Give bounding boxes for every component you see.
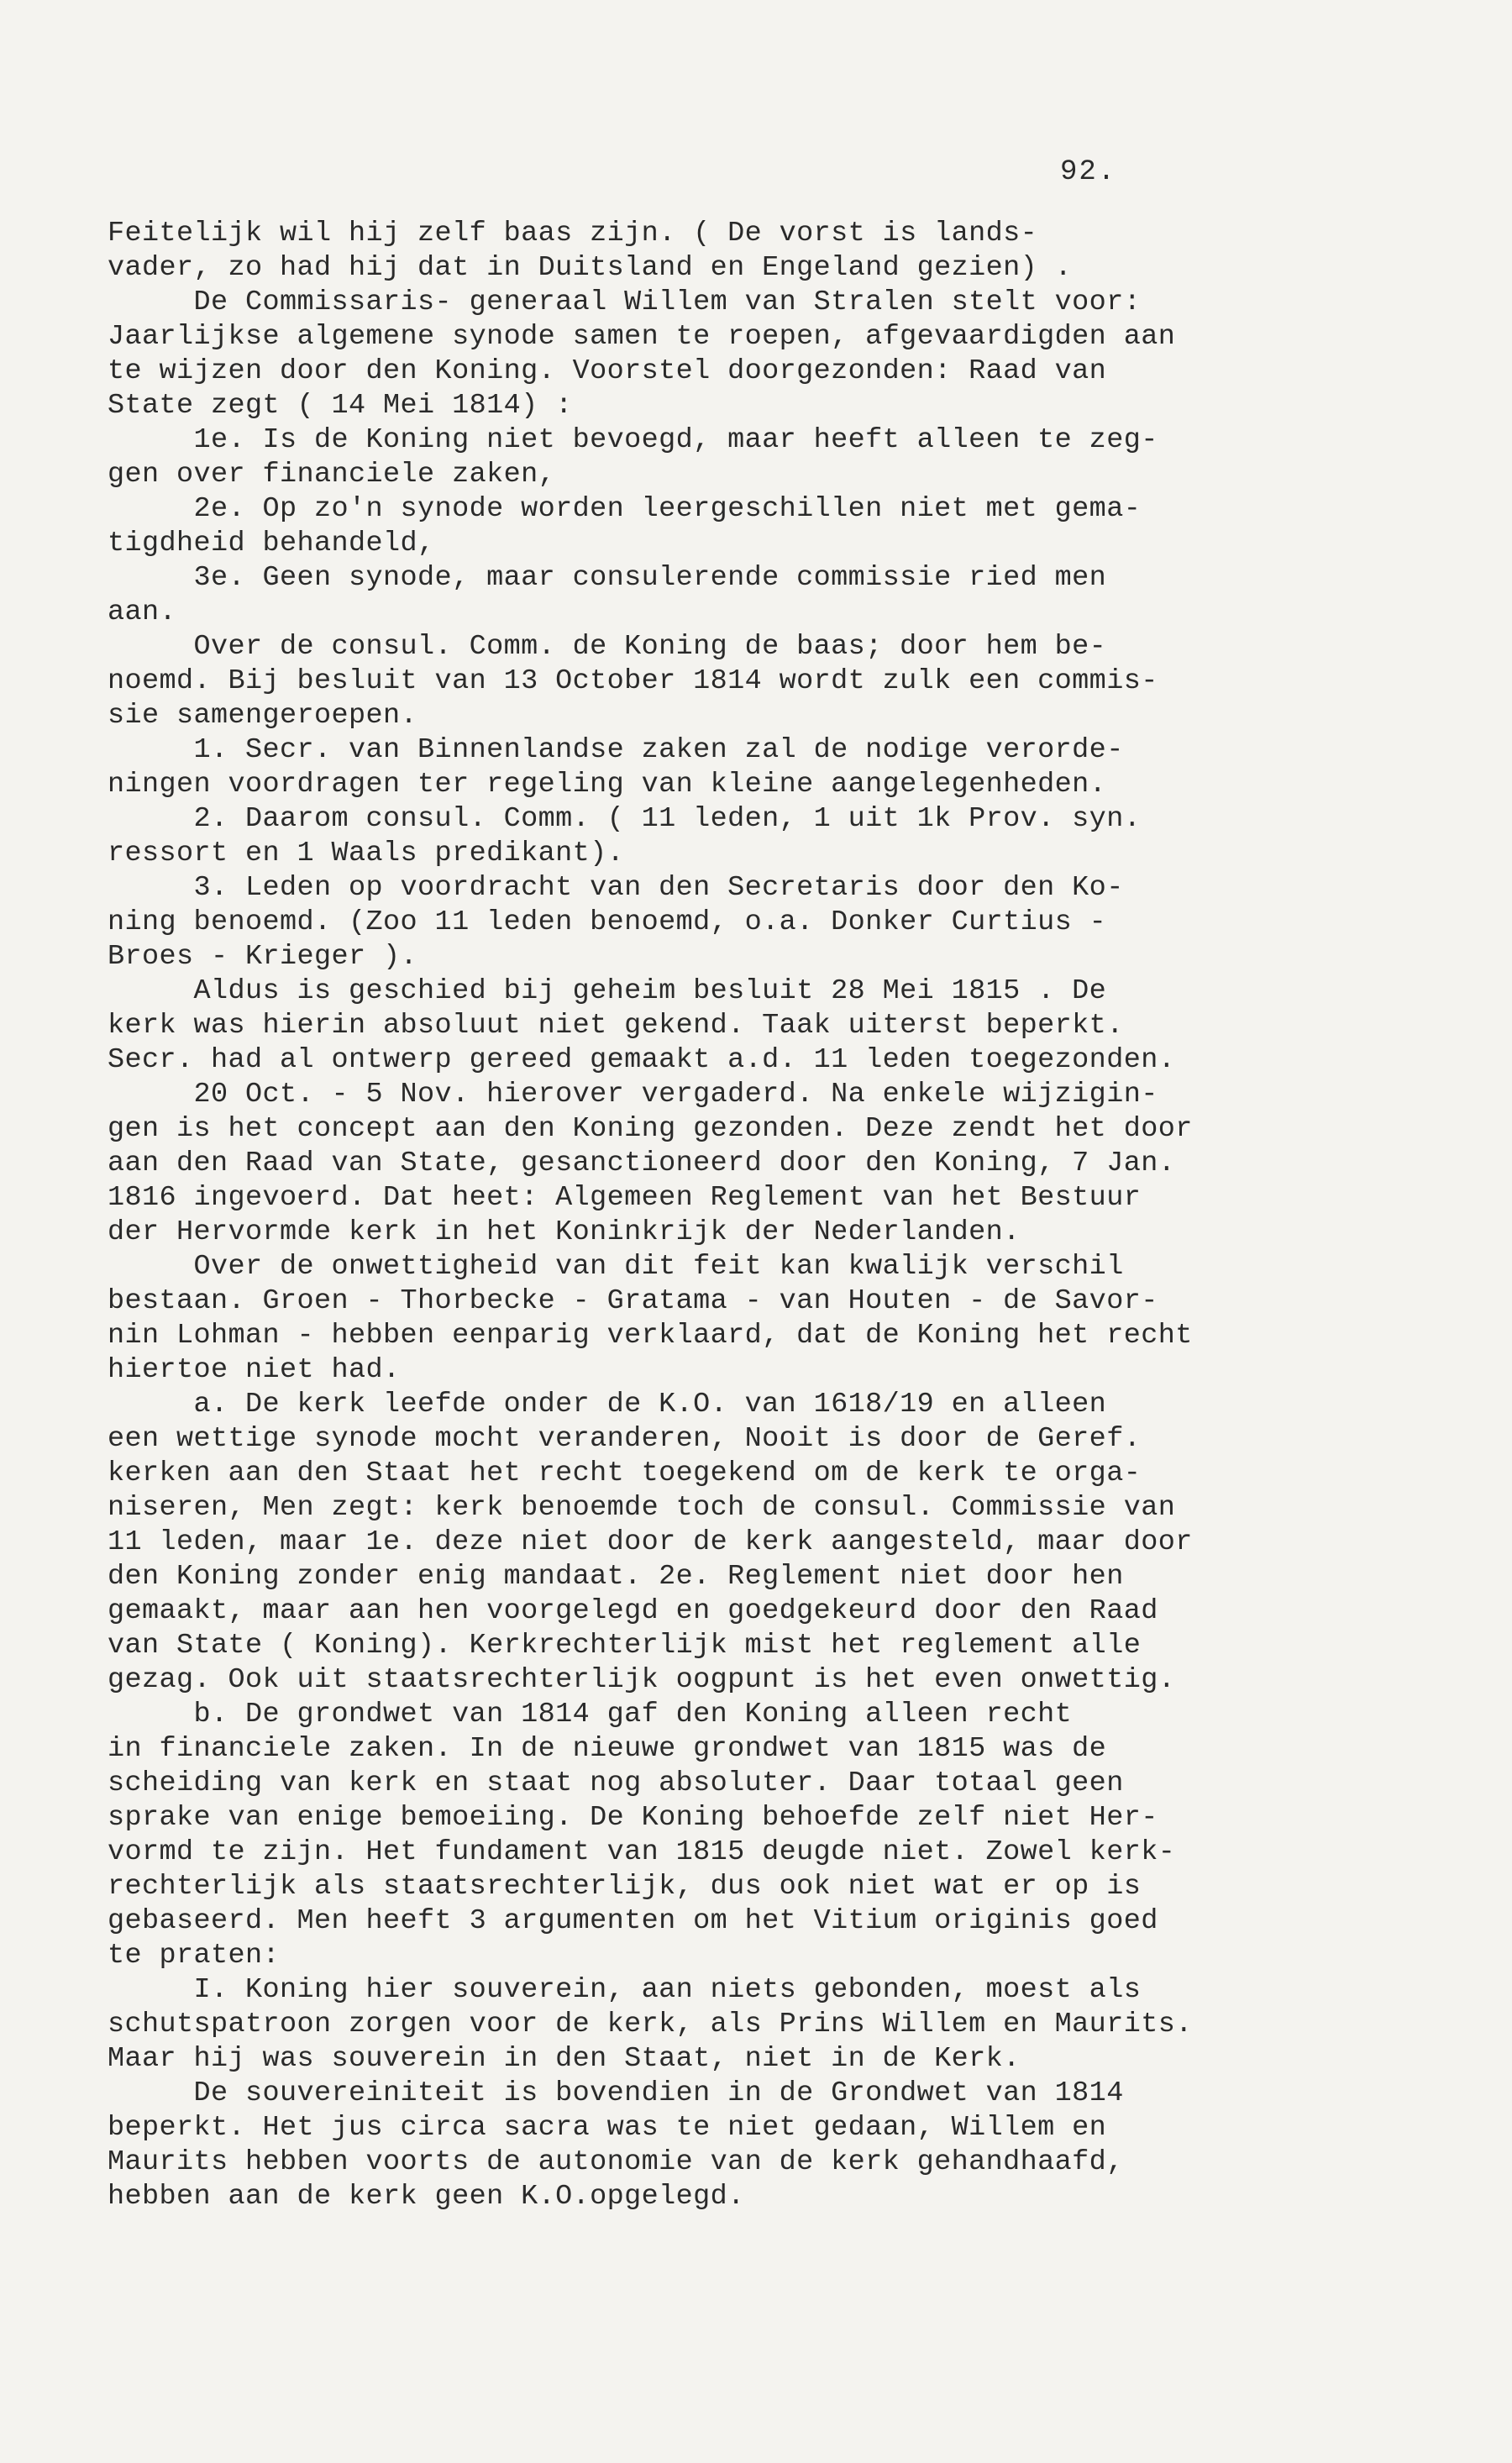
text-line: Jaarlijkse algemene synode samen te roepen, afgevaardigden aan <box>108 321 1176 353</box>
text-line: kerk was hierin absoluut niet gekend. Taak uiterst beperkt. <box>108 1010 1124 1042</box>
typewritten-text-block <box>108 217 1418 2214</box>
text-line: vormd te zijn. Het fundament van 1815 deugde niet. Zowel kerk- <box>108 1836 1176 1868</box>
text-line: hiertoe niet had. <box>108 1354 401 1386</box>
text-line: kerken aan den Staat het recht toegekend om de kerk te orga- <box>108 1457 1142 1489</box>
text-line: vader, zo had hij dat in Duitsland en Engeland gezien) . <box>108 252 1073 284</box>
text-line: gen is het concept aan den Koning gezonden. Deze zendt het door <box>108 1113 1193 1145</box>
text-line: Over de consul. Comm. de Koning de baas; door hem be- <box>108 631 1107 663</box>
text-line: Aldus is geschied bij geheim besluit 28 Mei 1815 . De <box>108 975 1107 1007</box>
text-line: a. De kerk leefde onder de K.O. van 1618/19 en alleen <box>108 1389 1107 1421</box>
text-line: aan den Raad van State, gesanctioneerd door den Koning, 7 Jan. <box>108 1147 1176 1179</box>
text-line: 11 leden, maar 1e. deze niet door de kerk aangesteld, maar door <box>108 1526 1193 1558</box>
text-line: State zegt ( 14 Mei 1814) : <box>108 390 573 422</box>
text-line: den Koning zonder enig mandaat. 2e. Reglement niet door hen <box>108 1561 1124 1593</box>
text-line: 20 Oct. - 5 Nov. hierover vergaderd. Na enkele wijzigin- <box>108 1079 1158 1111</box>
text-line: nin Lohman - hebben eenparig verklaard, dat de Koning het recht <box>108 1320 1193 1352</box>
text-line: scheiding van kerk en staat nog absoluter. Daar totaal geen <box>108 1767 1124 1799</box>
text-line: De Commissaris- generaal Willem van Stralen stelt voor: <box>108 286 1142 318</box>
text-line: schutspatroon zorgen voor de kerk, als Prins Willem en Maurits. <box>108 2009 1193 2040</box>
text-line: Broes - Krieger ). <box>108 941 418 973</box>
text-line: gen over financiele zaken, <box>108 459 556 491</box>
text-line: 2. Daarom consul. Comm. ( 11 leden, 1 uit 1k Prov. syn. <box>108 803 1142 835</box>
text-line: 1e. Is de Koning niet bevoegd, maar heeft alleen te zeg- <box>108 424 1158 456</box>
text-line: van State ( Koning). Kerkrechterlijk mist het reglement alle <box>108 1630 1142 1662</box>
text-line: aan. <box>108 596 177 628</box>
text-line: 3. Leden op voordracht van den Secretaris door den Ko- <box>108 872 1124 904</box>
text-line: hebben aan de kerk geen K.O.opgelegd. <box>108 2181 745 2213</box>
text-line: in financiele zaken. In de nieuwe grondwet van 1815 was de <box>108 1733 1107 1765</box>
text-line: gezag. Ook uit staatsrechterlijk oogpunt is het even onwettig. <box>108 1664 1176 1696</box>
text-line: Maurits hebben voorts de autonomie van de kerk gehandhaafd, <box>108 2146 1124 2178</box>
text-line: noemd. Bij besluit van 13 October 1814 wordt zulk een commis- <box>108 665 1158 697</box>
text-line: Feitelijk wil hij zelf baas zijn. ( De vorst is lands- <box>108 218 1038 249</box>
text-line: 3e. Geen synode, maar consulerende commissie ried men <box>108 562 1107 594</box>
text-line: sie samengeroepen. <box>108 700 418 732</box>
text-line: tigdheid behandeld, <box>108 528 435 559</box>
text-line: Maar hij was souverein in den Staat, niet in de Kerk. <box>108 2043 1021 2075</box>
text-line: ressort en 1 Waals predikant). <box>108 838 625 869</box>
text-line: te praten: <box>108 1940 281 1972</box>
text-line: bestaan. Groen - Thorbecke - Gratama - van Houten - de Savor- <box>108 1285 1158 1317</box>
text-line: I. Koning hier souverein, aan niets gebonden, moest als <box>108 1974 1142 2006</box>
text-line: 1816 ingevoerd. Dat heet: Algemeen Reglement van het Bestuur <box>108 1182 1142 1214</box>
text-line: ningen voordragen ter regeling van kleine aangelegenheden. <box>108 769 1107 801</box>
text-line: rechterlijk als staatsrechterlijk, dus ook niet wat er op is <box>108 1871 1142 1903</box>
text-line: Over de onwettigheid van dit feit kan kwalijk verschil <box>108 1251 1124 1283</box>
text-line: sprake van enige bemoeiing. De Koning behoefde zelf niet Her- <box>108 1802 1158 1834</box>
text-line: der Hervormde kerk in het Koninkrijk der Nederlanden. <box>108 1216 1021 1248</box>
text-line: 2e. Op zo'n synode worden leergeschillen niet met gema- <box>108 493 1142 525</box>
text-line: niseren, Men zegt: kerk benoemde toch de consul. Commissie van <box>108 1492 1176 1524</box>
text-line: De souvereiniteit is bovendien in de Grondwet van 1814 <box>108 2077 1124 2109</box>
text-line: gemaakt, maar aan hen voorgelegd en goedgekeurd door den Raad <box>108 1595 1158 1627</box>
text-line: gebaseerd. Men heeft 3 argumenten om het Vitium originis goed <box>108 1905 1158 1937</box>
page-number: 92. <box>1060 156 1117 188</box>
text-line: te wijzen door den Koning. Voorstel doorgezonden: Raad van <box>108 355 1107 387</box>
text-line: Secr. had al ontwerp gereed gemaakt a.d. 11 leden toegezonden. <box>108 1044 1176 1076</box>
text-line: ning benoemd. (Zoo 11 leden benoemd, o.a. Donker Curtius - <box>108 906 1107 938</box>
text-line: beperkt. Het jus circa sacra was te niet gedaan, Willem en <box>108 2112 1107 2144</box>
text-line: 1. Secr. van Binnenlandse zaken zal de nodige verorde- <box>108 734 1124 766</box>
text-line: b. De grondwet van 1814 gaf den Koning alleen recht <box>108 1699 1073 1730</box>
text-line: een wettige synode mocht veranderen, Nooit is door de Geref. <box>108 1423 1142 1455</box>
